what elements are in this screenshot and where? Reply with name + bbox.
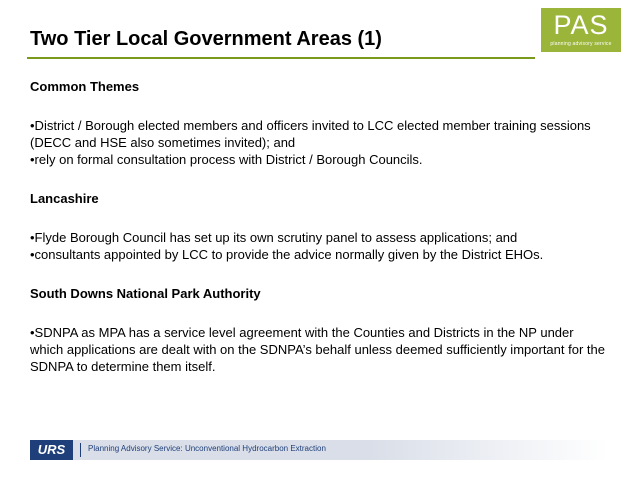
- section-heading-common-themes: Common Themes: [30, 79, 140, 94]
- bullet-flyde-panel: •Flyde Borough Council has set up its own scrutiny panel to assess applications; and: [30, 230, 518, 245]
- urs-logo: URS: [30, 440, 73, 460]
- pas-logo-mark: PAS: [553, 10, 609, 40]
- footer-fade: [368, 440, 608, 460]
- pas-logo: [541, 8, 621, 52]
- footer: [0, 440, 638, 460]
- bullet-consultants-lcc: •consultants appointed by LCC to provide the advice normally given by the District EHOs.: [30, 247, 544, 262]
- section-heading-south-downs: South Downs National Park Authority: [30, 286, 261, 301]
- bullet-formal-consultation: •rely on formal consultation process with District / Borough Councils.: [30, 152, 423, 167]
- section-heading-lancashire: Lancashire: [30, 191, 99, 206]
- title-rule: [27, 57, 535, 59]
- slide-title: Two Tier Local Government Areas (1): [30, 28, 382, 50]
- footer-text: Planning Advisory Service: Unconventional Hydrocarbon Extraction: [88, 444, 326, 453]
- footer-separator: [80, 443, 81, 457]
- pas-logo-tagline: planning advisory service: [550, 41, 612, 47]
- bullet-district-members: •District / Borough elected members and officers invited to LCC elected member training sessions (DECC and HSE also sometimes invited); and: [30, 118, 591, 150]
- slide-content: [30, 78, 610, 375]
- bullet-sdnpa-agreement: •SDNPA as MPA has a service level agreement with the Counties and Districts in the NP under which applications are dealt with on the SDNPA’s behalf unless deemed sufficiently important for the SDNPA to determine them itself.: [30, 325, 605, 374]
